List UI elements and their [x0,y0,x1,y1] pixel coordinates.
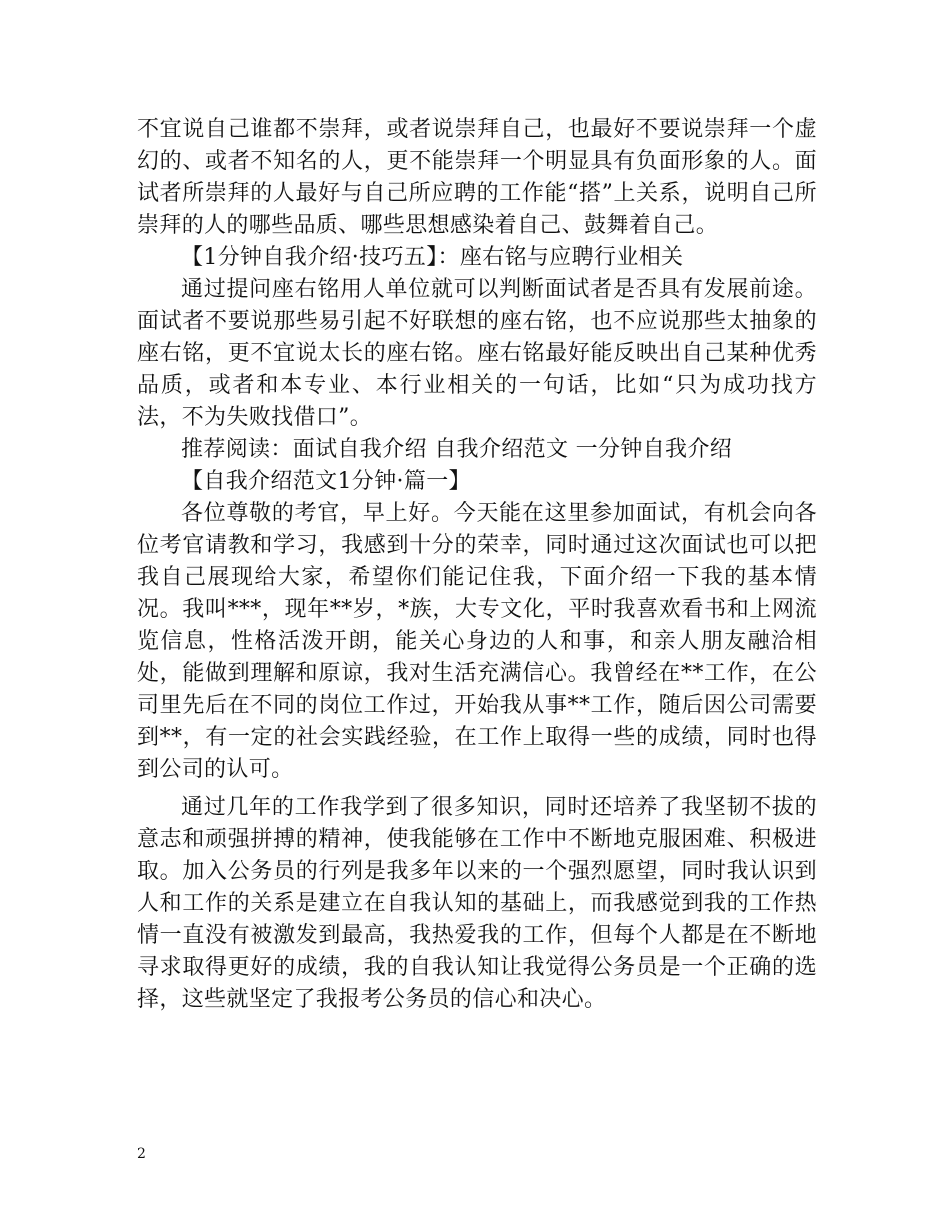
paragraph-continued: 不宜说自己谁都不崇拜，或者说崇拜自己，也最好不要说崇拜一个虚幻的、或者不知名的人，更不能崇拜一个明显具有负面形象的人。面试者所崇拜的人最好与自己所应聘的工作能“搭”上关系，说明自己所崇拜的人的哪些品质、哪些思想感染着自己、鼓舞着自己。 [137,117,817,238]
section-heading-tip-five: 【1分钟自我介绍·技巧五】：座右铭与应聘行业相关 [181,245,684,270]
document-body [137,114,817,1016]
paragraph-motto: 通过提问座右铭用人单位就可以判断面试者是否具有发展前途。面试者不要说那些易引起不好联想的座右铭，也不应说那些太抽象的座右铭，更不宜说太长的座右铭。座右铭最好能反映出自己某种优秀品质，或者和本专业、本行业相关的一句话，比如“只为成功找方法，不为失败找借口”。 [137,277,817,430]
page-number: 2 [137,1146,146,1162]
recommended-reading: 推荐阅读：面试自我介绍 自我介绍范文 一分钟自我介绍 [181,437,733,462]
section-heading-sample-one: 【自我介绍范文1分钟·篇一】 [181,469,471,494]
paragraph-sample-continued: 通过几年的工作我学到了很多知识，同时还培养了我坚韧不拔的意志和顽强拼搏的精神，使我能够在工作中不断地克服困难、积极进取。加入公务员的行列是我多年以来的一个强烈愿望，同时我认识到人和工作的关系是建立在自我认知的基础上，而我感觉到我的工作热情一直没有被激发到最高，我热爱我的工作，但每个人都是在不断地寻求取得更好的成绩，我的自我认知让我觉得公务员是一个正确的选择，这些就坚定了我报考公务员的信心和决心。 [137,795,817,1012]
paragraph-sample-intro: 各位尊敬的考官，早上好。今天能在这里参加面试，有机会向各位考官请教和学习，我感到十分的荣幸，同时通过这次面试也可以把我自己展现给大家，希望你们能记住我，下面介绍一下我的基本情况。我叫***，现年**岁，*族，大专文化，平时我喜欢看书和上网流览信息，性格活泼开朗，能关心身边的人和事，和亲人朋友融洽相处，能做到理解和原谅，我对生活充满信心。我曾经在**工作，在公司里先后在不同的岗位工作过，开始我从事**工作，随后因公司需要到**，有一定的社会实践经验，在工作上取得一些的成绩，同时也得到公司的认可。 [137,501,817,782]
